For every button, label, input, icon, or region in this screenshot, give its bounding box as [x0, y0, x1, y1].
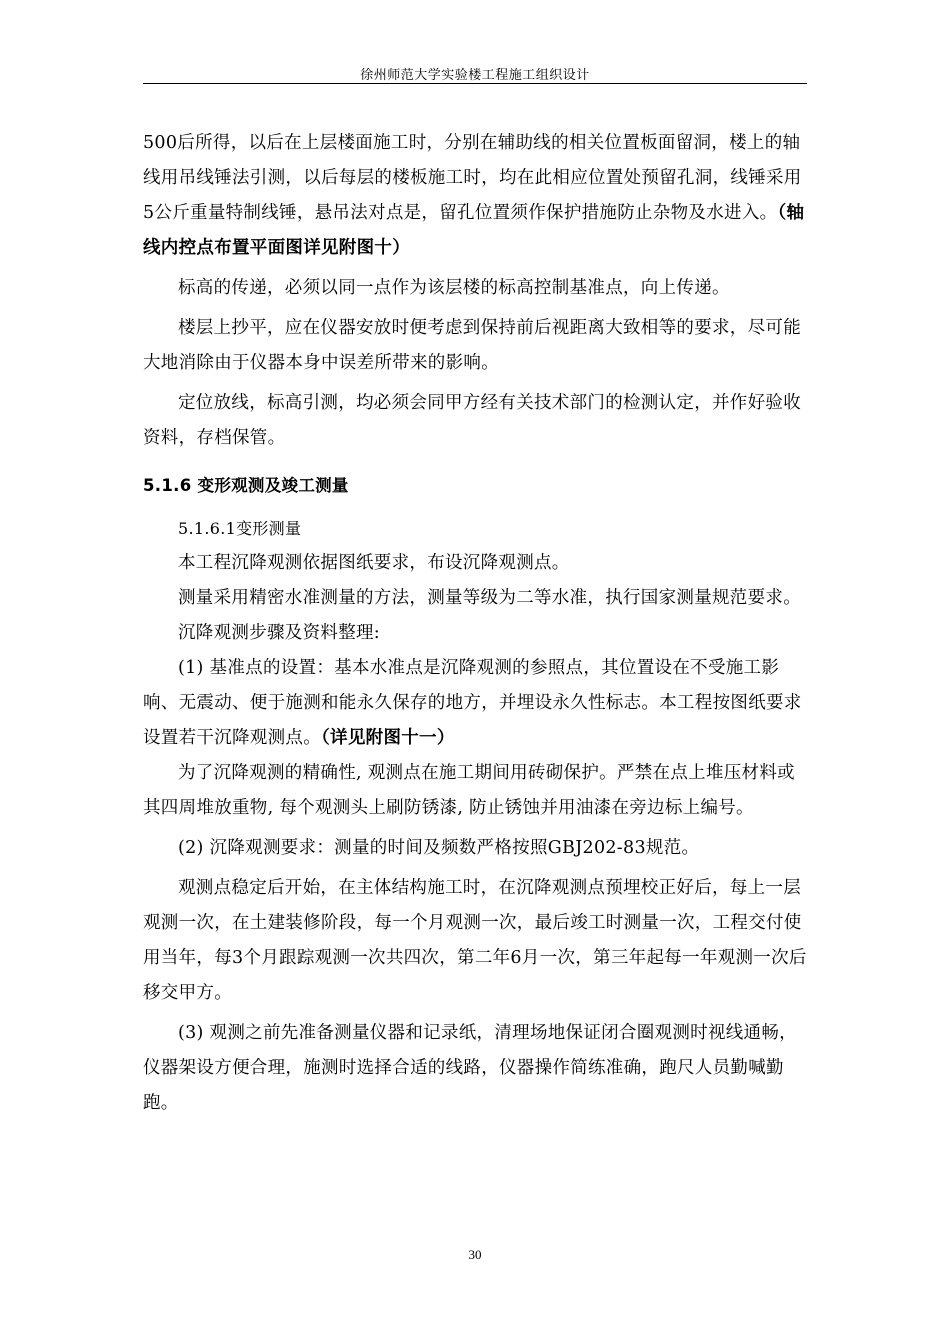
paragraph-point-protection: 为了沉降观测的精确性, 观测点在施工期间用砖砌保护。严禁在点上堆压材料或其四周堆放重物, 每个观测头上刷防锈漆, 防止锈蚀并用油漆在旁边标上编号。 [143, 763, 795, 818]
document-body [143, 126, 807, 1121]
paragraph-steps-intro: 沉降观测步骤及资料整理: [178, 623, 380, 643]
paragraph-text: 500后所得，以后在上层楼面施工时，分别在辅助线的相关位置板面留洞，楼上的轴线用吊线锤法引测，以后每层的楼板施工时，均在此相应位置处预留孔洞，线锤采用5公斤重量特制线锤，悬吊法对点是，留孔位置须作保护措施防止杂物及水进入。 [143, 133, 802, 223]
page-number: 30 [468, 1247, 482, 1262]
figure-reference: （轴线内控点布置平面图详见附图十） [143, 203, 805, 258]
paragraph-leveling-method: 测量采用精密水准测量的方法，测量等级为二等水准，执行国家测量规范要求。 [178, 588, 801, 608]
paragraph-benchmark-setup [143, 651, 807, 756]
paragraph-settlement-points: 本工程沉降观测依据图纸要求，布设沉降观测点。 [178, 553, 570, 573]
paragraph-layout-check: 定位放线，标高引测，均必须会同甲方经有关技术部门的检测认定，并作好验收资料，存档保管。 [143, 393, 801, 448]
figure-reference: （详见附图十一） [321, 728, 455, 748]
paragraph-observation-schedule: 观测点稳定后开始，在主体结构施工时，在沉降观测点预埋校正好后，每上一层观测一次，在土建装修阶段，每一个月观测一次，最后竣工时测量一次，工程交付使用当年，每3个月跟踪观测一次共四次，第二年6月一次，第三年起每一年观测一次后移交甲方。 [143, 878, 807, 1003]
page-header: 徐州师范大学实验楼工程施工组织设计 [360, 68, 590, 83]
paragraph-observation-requirements: (2) 沉降观测要求：测量的时间及频数严格按照GBJ202-83规范。 [178, 838, 700, 858]
paragraph-axis-transfer [143, 126, 807, 266]
header-rule [143, 83, 807, 84]
subsection-heading: 5.1.6.1变形测量 [178, 519, 302, 538]
paragraph-leveling: 楼层上抄平，应在仪器安放时便考虑到保持前后视距离大致相等的要求，尽可能大地消除由于仪器本身中误差所带来的影响。 [143, 318, 801, 373]
paragraph-elevation-transfer: 标高的传递，必须以同一点作为该层楼的标高控制基准点，向上传递。 [178, 278, 730, 298]
paragraph-text: (1) 基准点的设置：基本水准点是沉降观测的参照点，其位置设在不受施工影响、无震动、便于施测和能永久保存的地方，并埋设永久性标志。本工程按图纸要求设置若干沉降观测点。 [143, 658, 802, 748]
section-heading: 5.1.6 变形观测及竣工测量 [143, 476, 349, 495]
paragraph-observation-preparation: (3) 观测之前先准备测量仪器和记录纸，清理场地保证闭合圈观测时视线通畅，仪器架设方便合理，施测时选择合适的线路，仪器操作简练准确，跑尺人员勤喊勤跑。 [143, 1023, 797, 1113]
